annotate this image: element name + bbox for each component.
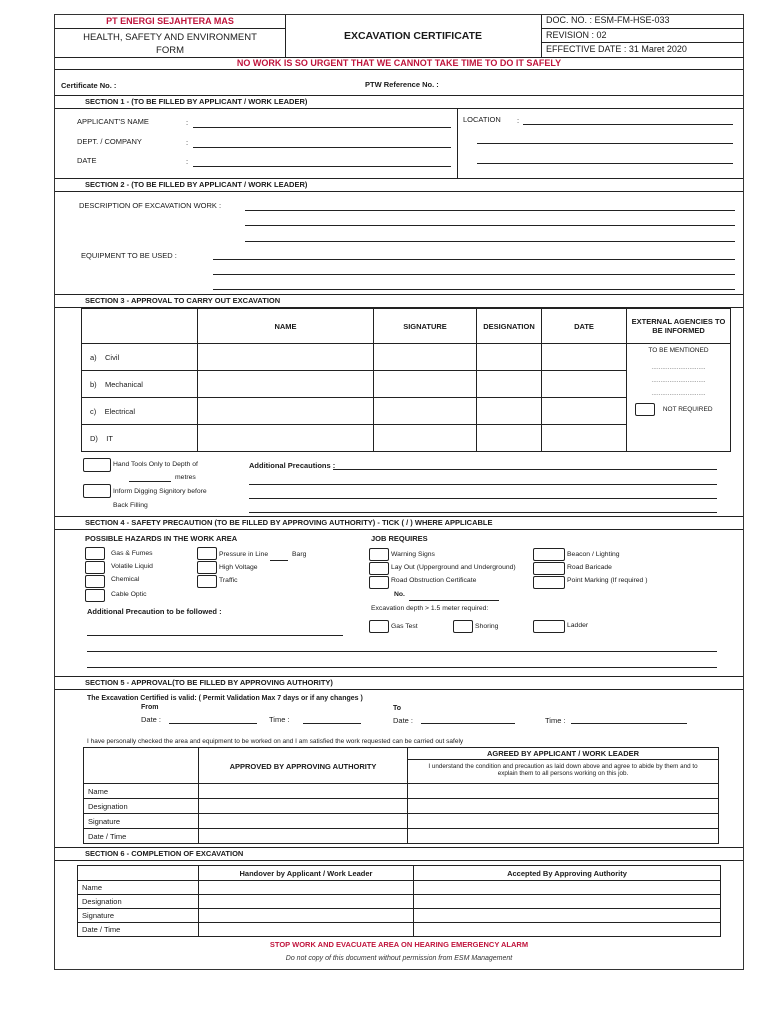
equipment-label: EQUIPMENT TO BE USED : (81, 251, 177, 260)
s6-name-label: Name (78, 881, 199, 895)
row-it: D) IT (82, 425, 198, 452)
additional-precaution-followed-label: Additional Precaution to be followed : (87, 607, 222, 616)
s6-datetime-label: Date / Time (78, 923, 199, 937)
shoring-label: Shoring (475, 623, 499, 630)
dept-company-field[interactable] (193, 147, 451, 148)
dept-company-label: DEPT. / COMPANY (77, 137, 142, 146)
road-baricade-checkbox[interactable] (533, 562, 565, 575)
section5-approval-table (83, 747, 719, 844)
description-field-1[interactable] (245, 210, 735, 211)
header-right-box (541, 15, 744, 58)
metres-label: metres (175, 474, 196, 481)
row-mechanical: b) Mechanical (82, 371, 198, 398)
ladder-checkbox[interactable] (533, 620, 565, 633)
col-external-agencies: EXTERNAL AGENCIES TO BE INFORMED (627, 309, 731, 344)
section2-title: SECTION 2 - (TO BE FILLED BY APPLICANT / WORK LEADER) (85, 180, 308, 189)
section4-notes-field-1[interactable] (87, 651, 717, 652)
chemical-label: Chemical (111, 576, 140, 583)
shoring-checkbox[interactable] (453, 620, 473, 633)
section1-title: SECTION 1 - (TO BE FILLED BY APPLICANT / WORK LEADER) (85, 97, 308, 106)
revision: REVISION : 02 (546, 30, 607, 40)
doc-no: DOC. NO. : ESM-FM-HSE-033 (546, 15, 670, 25)
from-time-field[interactable] (303, 723, 361, 724)
col-designation: DESIGNATION (477, 309, 542, 344)
point-marking-checkbox[interactable] (533, 576, 565, 589)
job-requires-title: JOB REQUIRES (371, 534, 428, 543)
not-required-checkbox[interactable] (635, 403, 655, 416)
road-obstruction-label: Road Obstruction Certificate (391, 577, 477, 584)
date-field[interactable] (193, 166, 451, 167)
section3-title: SECTION 3 - APPROVAL TO CARRY OUT EXCAVATION (85, 296, 281, 305)
effective-date: EFFECTIVE DATE : 31 Maret 2020 (546, 44, 687, 54)
from-date-field[interactable] (169, 723, 257, 724)
emergency-alarm-notice: STOP WORK AND EVACUATE AREA ON HEARING EMERGENCY ALARM (269, 940, 529, 949)
section2-header (55, 178, 743, 192)
ptw-reference-label: PTW Reference No. : (365, 80, 439, 89)
description-field-2[interactable] (245, 225, 735, 226)
barg-label: Barg (292, 551, 307, 558)
s6-designation-label: Designation (78, 895, 199, 909)
ladder-label: Ladder (567, 622, 589, 629)
handover-header: Handover by Applicant / Work Leader (199, 866, 414, 881)
gas-fumes-checkbox[interactable] (85, 547, 105, 560)
copy-notice: Do not copy of this document without permission from ESM Management (285, 955, 513, 962)
location-label: LOCATION (463, 115, 501, 124)
from-date-label: Date : (141, 715, 162, 724)
personally-checked-statement: I have personally checked the area and equipment to be worked on and I am satisfied the work requested can be carried out safely (87, 738, 464, 745)
excavation-certificate-form: PT ENERGI SEJAHTERA MAS HEALTH, SAFETY AND ENVIRONMENT FORM EXCAVATION CERTIFICATE DOC. NO. : ESM-FM-HSE-033 REVISION : 02 EFFECTIVE DATE : 31 Maret 2020 NO WORK IS SO URGENT THAT WE CANNOT TAKE TIME TO DO IT SAFELY Certificate No. : PTW Reference No. : SECTION 1 - (TO BE FILLED BY APPLICANT / WORK LEADER) APPLICANT'S NAME : DEPT. / COMPANY : DATE : LOCATION : SECTION 2 - (TO BE FILLED BY APPLICANT / WORK LEADER) DESCRIPTION OF EXCAVATION WORK : EQUIPMENT TO BE USED : SECTION 3 - APPROVAL TO CARRY OUT EXCAVATION NAME SIGNATURE DESIGNATION DATE EXTERNAL AGENCIES TO BE INFORMED a) Civil TO BE MENTIONED .............................. .............................. .............................. NOT REQUIRED b) Mechanical c) Electrical D) IT Hand Tools Only to Depth of metres Inform Digging Signitory before Back Filling Additional Precautions : SECTION 4 - SAFETY PRECAUTION (TO BE FILLED BY APPROVING AUTHORITY) - TICK ( / ) WHERE APPLICABLE POSSIBLE HAZARDS IN THE WORK AREA Gas & Fumes Volatile Liquid Chemical Cable Optic Pressure in Line Barg High Voltage Traffic JOB REQUIRES Warning Signs Lay Out (Upperground and Underground) Road Obstruction Certificate No. Beacon / Lighting Road Baricade Point Marking (If required ) Additional Precaution to be followed : Excavation depth > 1.5 meter required: Gas Test Shoring Ladder SECTION 5 - APPROVAL(TO BE FILLED BY APPROVING AUTHORITY) The Excavation Certified is valid: ( Permit Validation Max 7 days or if any changes ) From To Date : Time : Date : Time : I have personally checked the area and equipment to be worked on and I am satisfied the work requested can be carried out safely APPROVED BY APPROVING AUTHORITY AGREED BY APPLICANT / WORK LEADER I understand the condition and precaution as laid down above and agree to abide by them and to explain them to all persons working on this job. Name Designation Signature Date / Time SECTION 6 - COMPLETION OF EXCAVATION Handover by Applicant / Work Leader Accepted By Approving Authority Name Designation Signature Date / Time STOP WORK AND EVACUATE AREA ON HEARING EMERGENCY ALARM Do not copy of this document without permission from ESM Management (54, 14, 744, 970)
road-obstruction-no-field[interactable] (409, 600, 499, 601)
s5-designation-label: Designation (84, 799, 199, 814)
from-label: From (141, 704, 159, 711)
cable-optic-label: Cable Optic (111, 591, 147, 598)
location-field-1[interactable] (523, 124, 733, 125)
agreed-by-header: AGREED BY APPLICANT / WORK LEADER I understand the condition and precaution as laid down above and agree to abide by them and to explain them to all persons working on this job. (408, 748, 719, 784)
s6-signature-label: Signature (78, 909, 199, 923)
location-field-2[interactable] (477, 143, 733, 144)
col-signature: SIGNATURE (374, 309, 477, 344)
description-field-3[interactable] (245, 241, 735, 242)
dept-line2: FORM (156, 45, 184, 56)
accepted-header: Accepted By Approving Authority (414, 866, 721, 881)
certificate-no-label: Certificate No. : (61, 81, 117, 90)
safety-slogan: NO WORK IS SO URGENT THAT WE CANNOT TAKE TIME TO DO IT SAFELY (236, 58, 562, 68)
from-time-label: Time : (269, 715, 290, 724)
hazards-title: POSSIBLE HAZARDS IN THE WORK AREA (85, 534, 238, 543)
excavation-depth-note: Excavation depth > 1.5 meter required: (371, 605, 489, 612)
s5-name-label: Name (84, 784, 199, 799)
row-electrical: c) Electrical (82, 398, 198, 425)
dept-line1: HEALTH, SAFETY AND ENVIRONMENT (83, 32, 257, 43)
section4-header (55, 516, 743, 530)
back-filling-label: Back Filling (113, 502, 148, 509)
hand-tools-label: Hand Tools Only to Depth of (113, 461, 198, 468)
lay-out-checkbox[interactable] (369, 562, 389, 575)
equipment-field-3[interactable] (213, 289, 735, 290)
cable-optic-checkbox[interactable] (85, 589, 105, 602)
approval-table (81, 308, 731, 452)
volatile-liquid-label: Volatile Liquid (111, 563, 153, 570)
warning-signs-label: Warning Signs (391, 551, 435, 558)
to-date-label: Date : (393, 716, 414, 725)
date-label: DATE (77, 156, 97, 165)
to-time-field[interactable] (571, 723, 687, 724)
inform-digging-label: Inform Digging Signitory before (113, 488, 207, 495)
header-left-box (55, 15, 286, 58)
s5-datetime-label: Date / Time (84, 829, 199, 844)
additional-precautions-field-2[interactable] (249, 484, 717, 485)
road-baricade-label: Road Baricade (567, 564, 612, 571)
inform-digging-checkbox[interactable] (83, 484, 111, 498)
additional-precautions-field-1[interactable] (333, 469, 717, 470)
beacon-lighting-label: Beacon / Lighting (567, 551, 620, 558)
section6-completion-table (77, 865, 721, 937)
volatile-liquid-checkbox[interactable] (85, 561, 105, 574)
col-date: DATE (542, 309, 627, 344)
to-be-mentioned: TO BE MENTIONED (648, 347, 709, 355)
section3-header (55, 294, 743, 308)
additional-precautions-field-3[interactable] (249, 498, 717, 499)
s5-signature-label: Signature (84, 814, 199, 829)
warning-signs-checkbox[interactable] (369, 548, 389, 561)
additional-precautions-field-4[interactable] (249, 512, 717, 513)
location-field-3[interactable] (477, 163, 733, 164)
equipment-field-1[interactable] (213, 259, 735, 260)
applicant-name-field[interactable] (193, 127, 451, 128)
pressure-field[interactable] (270, 560, 288, 561)
additional-precautions-label: Additional Precautions : (249, 461, 336, 470)
validity-label: The Excavation Certified is valid: ( Permit Validation Max 7 days or if any changes ) (87, 695, 363, 702)
section6-title: SECTION 6 - COMPLETION OF EXCAVATION (85, 849, 244, 858)
to-time-label: Time : (545, 716, 566, 725)
gas-test-label: Gas Test (391, 623, 418, 630)
external-agencies-cell: TO BE MENTIONED .............................. .............................. .............................. NOT REQUIRED (627, 344, 731, 452)
lay-out-label: Lay Out (Upperground and Underground) (391, 564, 516, 571)
no-label: No. (394, 591, 405, 598)
row-civil: a) Civil (82, 344, 198, 371)
gas-fumes-label: Gas & Fumes (111, 550, 153, 557)
col-name: NAME (198, 309, 374, 344)
additional-precaution-followed-field[interactable] (87, 635, 343, 636)
depth-field[interactable] (129, 481, 171, 482)
chemical-checkbox[interactable] (85, 575, 105, 588)
company-name: PT ENERGI SEJAHTERA MAS (106, 16, 234, 26)
equipment-field-2[interactable] (213, 274, 735, 275)
form-title: EXCAVATION CERTIFICATE (343, 30, 483, 42)
applicant-name-label: APPLICANT'S NAME (77, 117, 149, 126)
section6-header (55, 847, 743, 861)
traffic-checkbox[interactable] (197, 575, 217, 588)
beacon-lighting-checkbox[interactable] (533, 548, 565, 561)
section4-notes-field-2[interactable] (87, 667, 717, 668)
not-required-label: NOT REQUIRED (662, 406, 713, 414)
excavation-description-label: DESCRIPTION OF EXCAVATION WORK : (79, 201, 222, 210)
pressure-in-line-checkbox[interactable] (197, 547, 217, 560)
hand-tools-checkbox[interactable] (83, 458, 111, 472)
section5-header (55, 676, 743, 690)
high-voltage-label: High Voltage (219, 564, 258, 571)
section1-header (55, 95, 743, 109)
point-marking-label: Point Marking (If required ) (567, 577, 648, 584)
to-label: To (393, 705, 402, 712)
approved-by-header: APPROVED BY APPROVING AUTHORITY (199, 748, 408, 784)
section5-title: SECTION 5 - APPROVAL(TO BE FILLED BY APPROVING AUTHORITY) (85, 678, 333, 687)
gas-test-checkbox[interactable] (369, 620, 389, 633)
high-voltage-checkbox[interactable] (197, 561, 217, 574)
pressure-in-line-label: Pressure in Line (219, 551, 269, 558)
traffic-label: Traffic (219, 577, 238, 584)
to-date-field[interactable] (421, 723, 515, 724)
road-obstruction-checkbox[interactable] (369, 576, 389, 589)
section4-title: SECTION 4 - SAFETY PRECAUTION (TO BE FILLED BY APPROVING AUTHORITY) - TICK ( / ) WHERE APPLICABLE (85, 518, 493, 527)
